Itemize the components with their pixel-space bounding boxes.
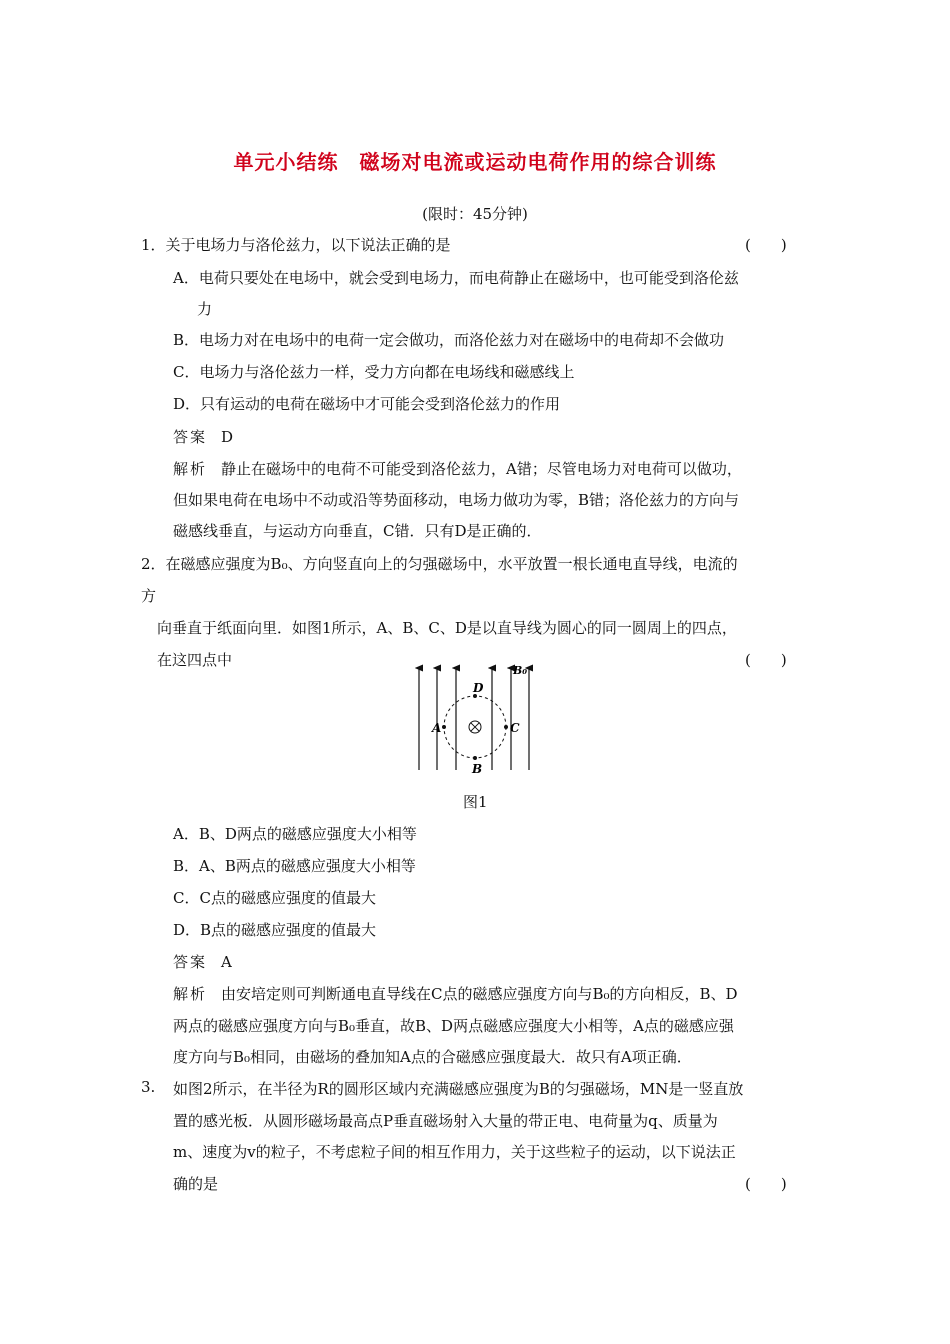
q2-option-d: D．B点的磁感应强度的值最大 xyxy=(173,921,377,939)
q3-answer-paren: ( ) xyxy=(745,1175,787,1193)
q2-option-b: B．A、B两点的磁感应强度大小相等 xyxy=(173,857,416,875)
q1-analysis-line-2: 但如果电荷在电场中不动或沿等势面移动，电场力做功为零，B错；洛伦兹力的方向与 xyxy=(173,491,740,509)
label-c: C xyxy=(510,721,520,735)
q2-option-a: A．B、D两点的磁感应强度大小相等 xyxy=(173,825,417,843)
q1-option-a: A．电荷只要处在电场中，就会受到电场力，而电荷静止在磁场中，也可能受到洛伦兹 xyxy=(173,269,739,287)
q3-number: 3. xyxy=(141,1078,156,1096)
q2-answer-paren: ( ) xyxy=(745,651,787,669)
q3-stem-line-2: 置的感光板．从圆形磁场最高点P垂直磁场射入大量的带正电、电荷量为q、质量为 xyxy=(173,1112,718,1130)
q1-stem: 1．关于电场力与洛伦兹力，以下说法正确的是 xyxy=(141,236,451,254)
q2-answer xyxy=(173,951,232,972)
q2-option-c: C．C点的磁感应强度的值最大 xyxy=(173,889,376,907)
q2-stem-line-4: 在这四点中 xyxy=(157,651,233,669)
point-b xyxy=(473,756,477,760)
q2-answer-value: A xyxy=(221,953,232,971)
q1-option-a-cont: 力 xyxy=(197,300,213,318)
q1-option-d: D．只有运动的电荷在磁场中才可能会受到洛伦兹力的作用 xyxy=(173,395,561,413)
q1-analysis-label: 解析 xyxy=(173,460,208,478)
q1-answer-value: D xyxy=(221,428,234,446)
page-title: 单元小结练 磁场对电流或运动电荷作用的综合训练 xyxy=(233,150,717,174)
q2-stem-line-1: 2．在磁感应强度为B₀、方向竖直向上的匀强磁场中，水平放置一根长通电直导线，电流的 xyxy=(141,555,738,573)
q1-analysis-line-1: 解析 静止在磁场中的电荷不可能受到洛伦兹力，A错；尽管电场力对电荷可以做功， xyxy=(173,460,742,478)
figure-1-caption: 图1 xyxy=(463,793,488,811)
q2-stem-line-3: 向垂直于纸面向里．如图1所示，A、B、C、D是以直导线为圆心的同一圆周上的四点， xyxy=(157,619,737,637)
label-b0: B₀ xyxy=(513,664,528,677)
q1-answer xyxy=(173,426,233,447)
label-a: A xyxy=(432,721,442,735)
figure-1-diagram xyxy=(400,660,550,780)
q1-analysis-line-3: 磁感线垂直，与运动方向垂直，C错．只有D是正确的． xyxy=(173,522,542,540)
q2-answer-label: 答案 xyxy=(173,953,208,971)
point-a xyxy=(442,725,446,729)
label-d: D xyxy=(473,681,484,695)
q1-option-b: B．电场力对在电场中的电荷一定会做功，而洛伦兹力对在磁场中的电荷却不会做功 xyxy=(173,331,725,349)
q1-option-c: C．电场力与洛伦兹力一样，受力方向都在电场线和磁感线上 xyxy=(173,363,575,381)
q2-analysis-label: 解析 xyxy=(173,985,208,1003)
q3-stem-line-3: m、速度为v的粒子，不考虑粒子间的相互作用力，关于这些粒子的运动，以下说法正 xyxy=(173,1143,736,1161)
q2-stem-line-2: 方 xyxy=(141,587,157,605)
q3-stem-line-4: 确的是 xyxy=(173,1175,219,1193)
q1-answer-paren: ( ) xyxy=(745,236,787,254)
q2-analysis-line-1: 解析 由安培定则可判断通电直导线在C点的磁感应强度方向与B₀的方向相反，B、D xyxy=(173,985,738,1003)
time-limit: (限时：45分钟) xyxy=(422,205,528,223)
point-c xyxy=(504,725,508,729)
q3-stem-line-1: 如图2所示，在半径为R的圆形区域内充满磁感应强度为B的匀强磁场，MN是一竖直放 xyxy=(173,1080,744,1098)
label-b: B xyxy=(472,762,483,776)
q2-analysis-line-3: 度方向与B₀相同，由磁场的叠加知A点的合磁感应强度最大．故只有A项正确． xyxy=(173,1048,692,1066)
q1-answer-label: 答案 xyxy=(173,428,208,446)
current-into-page-icon xyxy=(469,721,481,733)
q2-analysis-line-2: 两点的磁感应强度方向与B₀垂直，故B、D两点磁感应强度大小相等，A点的磁感应强 xyxy=(173,1017,734,1035)
